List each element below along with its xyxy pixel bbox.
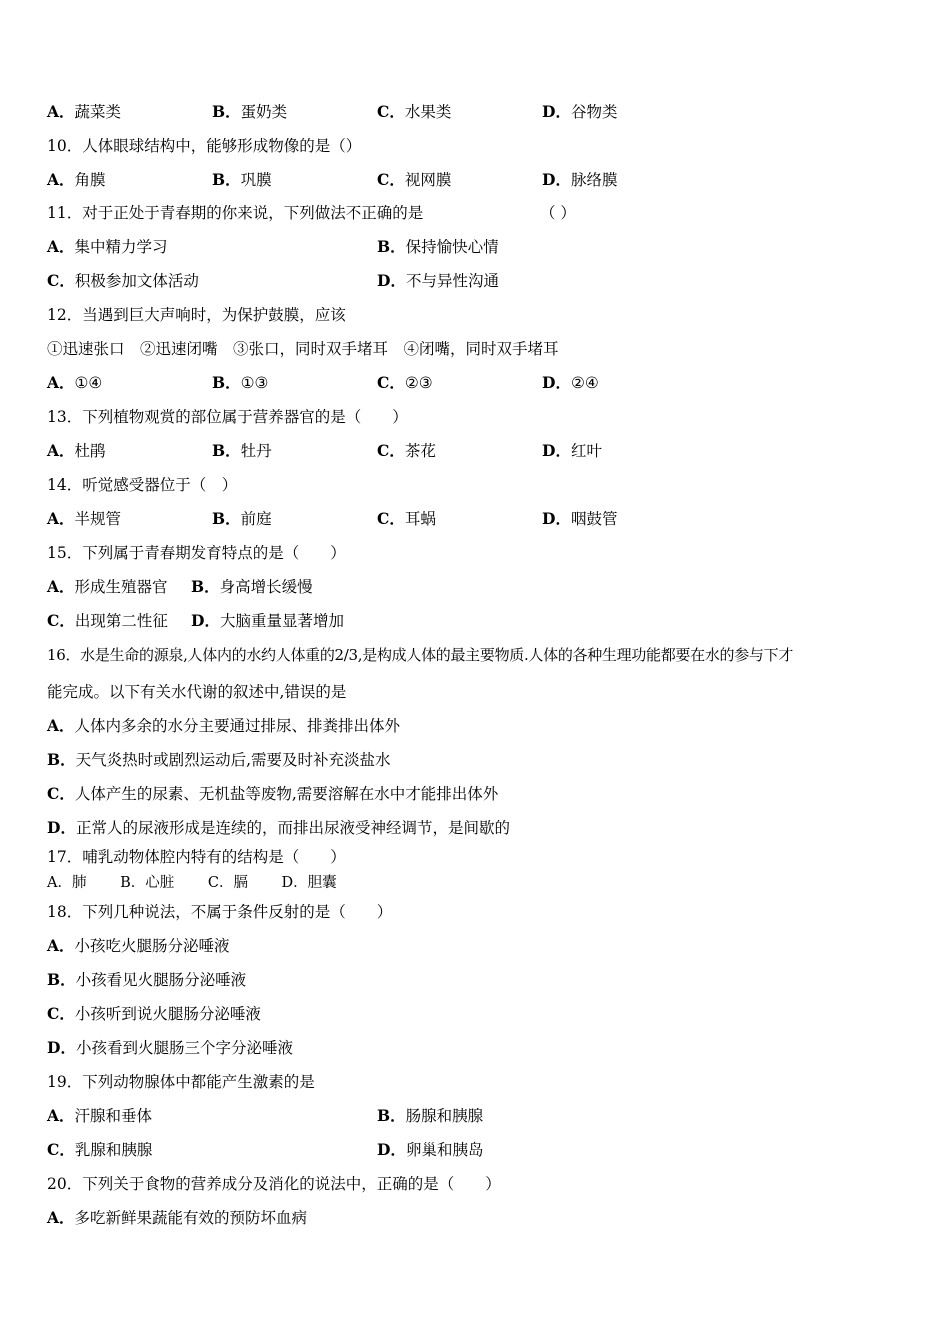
q18-option-b: B．小孩看见火腿肠分泌唾液: [47, 970, 247, 989]
q17-stem: 17．哺乳动物体腔内特有的结构是（ ）: [47, 848, 346, 866]
q10-stem: 10．人体眼球结构中，能够形成物像的是（）: [47, 137, 362, 155]
q11-option-d: D．不与异性沟通: [377, 271, 499, 290]
q18-option-a: A．小孩吃火腿肠分泌唾液: [47, 936, 230, 955]
q10-option-d: D．脉络膜: [542, 170, 618, 189]
q9-option-c: C．水果类: [377, 102, 452, 121]
q14-stem: 14．听觉感受器位于（ ）: [47, 476, 238, 494]
q13-stem: 13．下列植物观赏的部位属于营养器官的是（ ）: [47, 408, 408, 426]
q9-option-d: D．谷物类: [542, 102, 618, 121]
q19-option-d: D．卵巢和胰岛: [377, 1140, 484, 1159]
q16-stem-line1: 16．水是生命的源泉,人体内的水约人体重的2/3,是构成人体的最主要物质.人体的各种生理功能都要在水的参与下才: [47, 646, 794, 664]
q17-options: A．肺 B．心脏 C．膈 D．胆囊: [47, 875, 337, 891]
q14-option-c: C．耳蜗: [377, 509, 436, 528]
q15-option-a: A．形成生殖器官: [47, 577, 168, 596]
q20-stem: 20．下列关于食物的营养成分及消化的说法中，正确的是（ ）: [47, 1175, 501, 1193]
q18-option-c: C．小孩听到说火腿肠分泌唾液: [47, 1004, 261, 1023]
q9-option-a: A．蔬菜类: [47, 102, 122, 121]
q15-stem: 15．下列属于青春期发育特点的是（ ）: [47, 544, 346, 562]
q13-option-a: A．杜鹃: [47, 441, 106, 460]
q15-option-b: B．身高增长缓慢: [191, 577, 313, 596]
q15-option-d: D．大脑重量显著增加: [191, 611, 344, 630]
q19-option-a: A．汗腺和垂体: [47, 1106, 153, 1125]
q11-option-b: B．保持愉快心情: [377, 237, 499, 256]
q16-option-c: C．人体产生的尿素、无机盐等废物,需要溶解在水中才能排出体外: [47, 784, 499, 803]
q13-option-b: B．牡丹: [212, 441, 272, 460]
q14-option-d: D．咽鼓管: [542, 509, 618, 528]
q12-items: ①迅速张口 ②迅速闭嘴 ③张口，同时双手堵耳 ④闭嘴，同时双手堵耳: [47, 340, 559, 358]
q12-stem: 12．当遇到巨大声响时，为保护鼓膜，应该: [47, 306, 346, 324]
q19-option-b: B．肠腺和胰腺: [377, 1106, 484, 1125]
q10-option-a: A．角膜: [47, 170, 106, 189]
q19-option-c: C．乳腺和胰腺: [47, 1140, 153, 1159]
q11-option-a: A．集中精力学习: [47, 237, 168, 256]
q11-answer-paren: （ ）: [540, 204, 576, 222]
q20-option-a: A．多吃新鲜果蔬能有效的预防坏血病: [47, 1208, 308, 1227]
q13-option-d: D．红叶: [542, 441, 602, 460]
q14-option-b: B．前庭: [212, 509, 272, 528]
q10-option-b: B．巩膜: [212, 170, 272, 189]
q18-stem: 18．下列几种说法，不属于条件反射的是（ ）: [47, 903, 393, 921]
q18-option-d: D．小孩看到火腿肠三个字分泌唾液: [47, 1038, 293, 1057]
q9-option-b: B．蛋奶类: [212, 102, 288, 121]
q15-option-c: C．出现第二性征: [47, 611, 168, 630]
q10-option-c: C．视网膜: [377, 170, 452, 189]
q12-option-a: A．①④: [47, 373, 103, 392]
q12-option-d: D．②④: [542, 373, 599, 392]
q11-option-c: C．积极参加文体活动: [47, 271, 199, 290]
q13-option-c: C．茶花: [377, 441, 436, 460]
q12-option-b: B．①③: [212, 373, 269, 392]
q19-stem: 19．下列动物腺体中都能产生激素的是: [47, 1073, 315, 1091]
q12-option-c: C．②③: [377, 373, 433, 392]
q11-stem: 11．对于正处于青春期的你来说，下列做法不正确的是: [47, 204, 424, 222]
q16-option-a: A．人体内多余的水分主要通过排尿、排粪排出体外: [47, 716, 401, 735]
q16-option-d: D．正常人的尿液形成是连续的，而排出尿液受神经调节，是间歇的: [47, 818, 510, 837]
q16-stem-line2: 能完成。以下有关水代谢的叙述中,错误的是: [47, 683, 347, 701]
q14-option-a: A．半规管: [47, 509, 122, 528]
q16-option-b: B．天气炎热时或剧烈运动后,需要及时补充淡盐水: [47, 750, 391, 769]
